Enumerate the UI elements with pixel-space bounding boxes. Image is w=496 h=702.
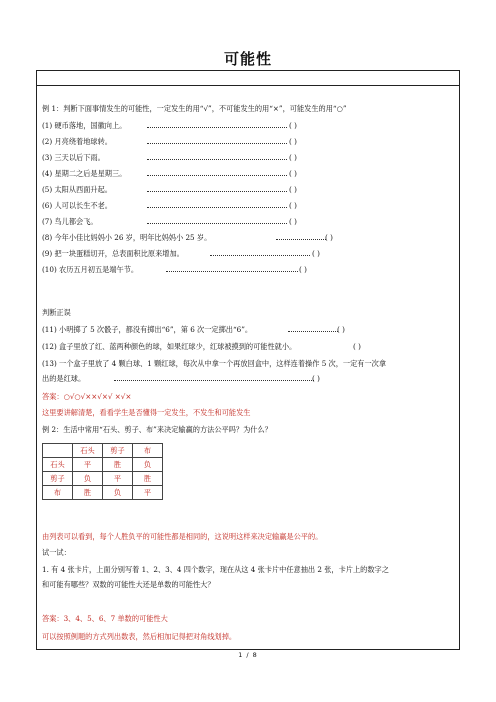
example2-prompt: 例 2：生活中常用“石头、剪子、布”来决定输赢的方法公平吗？为什么？	[42, 425, 272, 434]
question-5: (5) 太阳从西面升起。 ( )	[42, 185, 297, 194]
table-cell: 胜	[133, 472, 163, 486]
trial-answer: 答案：3、4、5、6、7 单数的可能性大	[42, 614, 168, 623]
question-6: (6) 人可以长生不老。 ( )	[42, 201, 297, 210]
question-8: (8) 今年小佳比妈妈小 26 岁，明年比妈妈小 25 岁。 ( )	[42, 233, 333, 242]
table-cell: 剪子	[103, 444, 133, 458]
question-10: (10) 农历五月初五是端午节。 ( )	[42, 265, 307, 274]
judge-answer: 答案：○√○√××√×√ ×√×	[42, 392, 132, 401]
trial-question-1: 1. 有 4 张卡片，上面分别写着 1、2、3、4 四个数字，现在从这 4 张卡片中任意抽出 2 张，卡片上的数字之	[42, 565, 389, 574]
table-cell	[43, 444, 73, 458]
table-row	[43, 472, 163, 486]
question-12: (12) 盒子里放了红、蓝两种颜色的球，如果红球少，红球被摸到的可能性就小。 ( )	[42, 342, 361, 351]
table-cell: 负	[73, 472, 103, 486]
table-row	[43, 486, 163, 500]
question-1: (1) 硬币落地，国徽向上。 ( )	[42, 121, 297, 130]
table-row	[43, 444, 163, 458]
judge-note: 这里要讲解清楚，看看学生是否懂得一定发生，不发生和可能发生	[42, 408, 251, 417]
page-number: 1 / 8	[238, 651, 258, 659]
table-cell: 石头	[73, 444, 103, 458]
table-cell: 平	[103, 472, 133, 486]
question-2: (2) 月亮绕着地球转。 ( )	[42, 137, 297, 146]
rps-table	[42, 443, 163, 500]
question-11: (11) 小明掷了 5 次骰子，都没有掷出“6”，第 6 次一定掷出“6”。 ( )	[42, 325, 345, 334]
table-row	[43, 458, 163, 472]
table-cell: 平	[73, 458, 103, 472]
table-cell: 布	[43, 486, 73, 500]
question-7: (7) 鸟儿都会飞。 ( )	[42, 217, 297, 226]
table-cell: 剪子	[43, 472, 73, 486]
question-4: (4) 星期二之后是星期三。 ( )	[42, 169, 297, 178]
trial-question-1-cont: 和可能有哪些？双数的可能性大还是单数的可能性大？	[42, 580, 215, 589]
table-cell: 负	[133, 458, 163, 472]
example2-conclusion: 由列表可以看到，每个人胜负平的可能性都是相同的，这说明这样来决定输赢是公平的。	[42, 532, 323, 541]
table-cell: 胜	[103, 458, 133, 472]
question-3: (3) 三天以后下雨。 ( )	[42, 153, 297, 162]
page-title: 可能性	[223, 50, 272, 68]
table-cell: 负	[103, 486, 133, 500]
example1-prompt: 例 1：判断下面事情发生的可能性，一定发生的用“√”，不可能发生的用“×”，可能发生的用“○”	[42, 104, 347, 113]
question-13-cont: 出的是红球。 ( )	[42, 374, 320, 383]
table-cell: 布	[133, 444, 163, 458]
trial-hint: 可以按照例题的方式列出数表，然后相加记得把对角线划掉。	[42, 632, 237, 641]
question-13: (13) 一个盒子里放了 4 颗白球、1 颗红球，每次从中拿一个再放回盒中，这样连着操作 5 次，一定有一次拿	[42, 359, 387, 368]
judge-heading: 判断正误	[42, 308, 71, 317]
trial-heading: 试一试：	[42, 548, 71, 557]
table-cell: 平	[133, 486, 163, 500]
table-cell: 石头	[43, 458, 73, 472]
divider	[36, 85, 460, 86]
table-cell: 胜	[73, 486, 103, 500]
question-9: (9) 把一块蛋糕切开，总表面积比原来增加。 ( )	[42, 249, 320, 258]
